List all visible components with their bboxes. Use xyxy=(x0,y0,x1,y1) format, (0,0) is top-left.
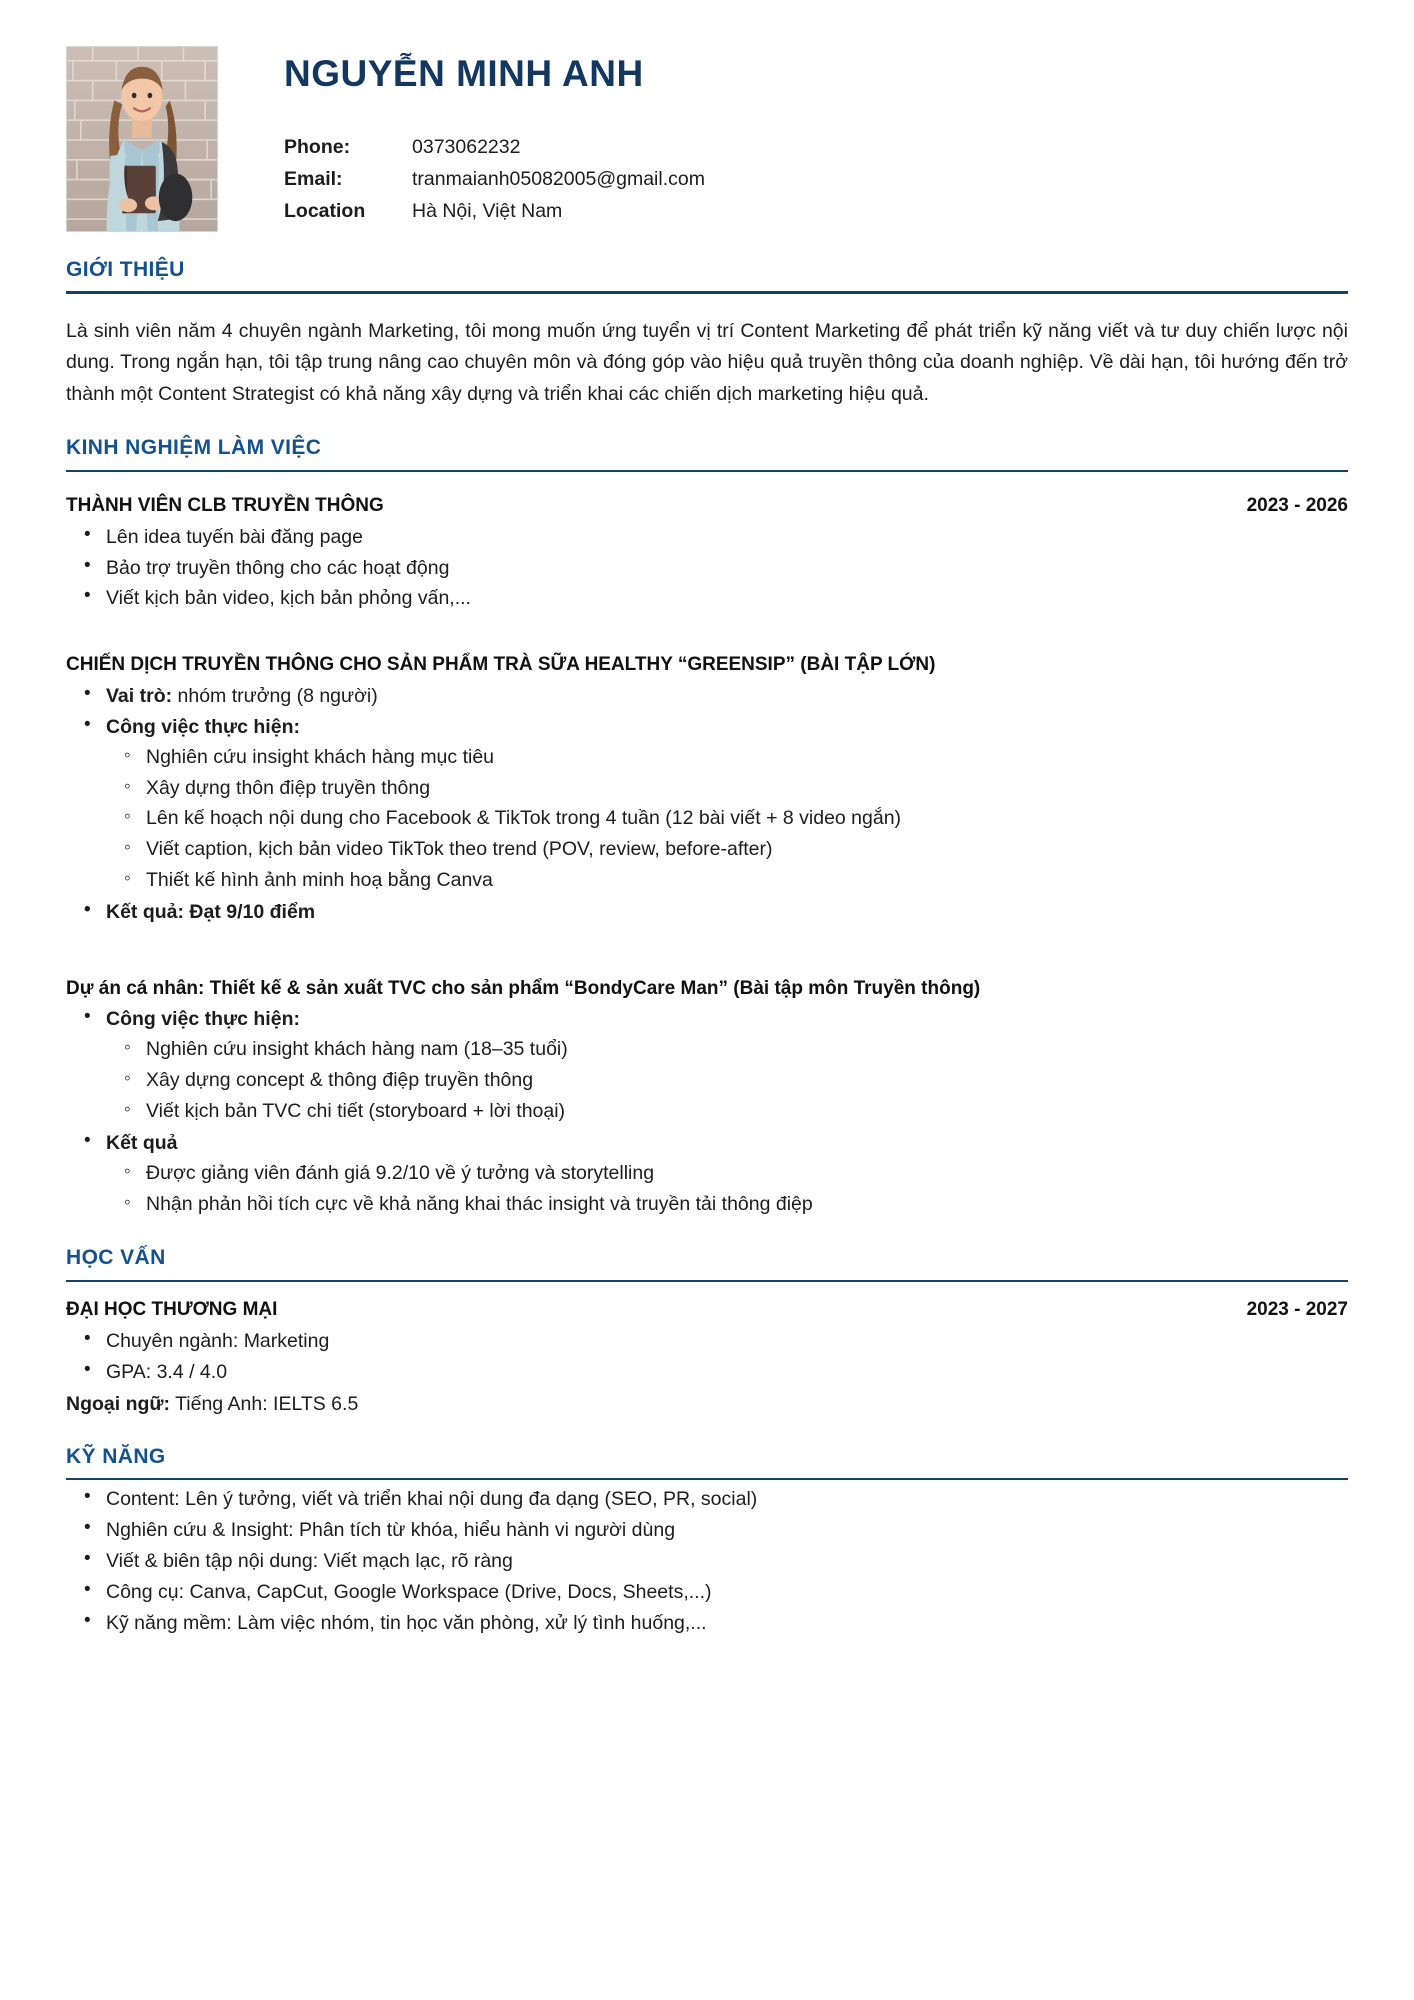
entry-title-bondycare: Dự án cá nhân: Thiết kế & sản xuất TVC cho sản phẩm “BondyCare Man” (Bài tập môn Truyền thông) xyxy=(66,977,981,999)
entry-header xyxy=(66,1298,1348,1323)
list-item: ◦ Nghiên cứu insight khách hàng nam (18–35 tuổi) xyxy=(146,1034,1348,1065)
list-item-tasks xyxy=(106,1004,1348,1127)
section-education xyxy=(66,1246,1348,1418)
contact-value-email: tranmaianh05082005@gmail.com xyxy=(412,167,705,190)
list-item: • Lên idea tuyến bài đăng page xyxy=(106,522,1348,553)
education-school: ĐẠI HỌC THƯƠNG MẠI xyxy=(66,1299,278,1321)
entry-bullets-club xyxy=(66,522,1348,615)
contact-row-email xyxy=(284,165,705,197)
list-item: • GPA: 3.4 / 4.0 xyxy=(106,1357,1348,1388)
portrait-photo-icon xyxy=(67,47,217,231)
contact-value-phone: 0373062232 xyxy=(412,135,521,158)
task-sublist-greensip xyxy=(106,742,1348,896)
contact-label-location: Location xyxy=(284,200,366,223)
section-intro xyxy=(66,258,1348,410)
section-skills xyxy=(66,1445,1348,1639)
language-value: Tiếng Anh: IELTS 6.5 xyxy=(170,1392,359,1415)
list-item: ◦ Thiết kế hình ảnh minh hoạ bằng Canva xyxy=(146,865,1348,896)
result-sublist-bondycare xyxy=(106,1158,1348,1220)
section-divider-skills xyxy=(66,1478,1348,1481)
list-item: ◦ Nghiên cứu insight khách hàng mục tiêu xyxy=(146,742,1348,773)
spacer xyxy=(66,614,1348,630)
role-value: nhóm trưởng (8 người) xyxy=(172,684,378,707)
list-item: ◦ Nhận phản hồi tích cực về khả năng khai thác insight và truyền tải thông điệp xyxy=(146,1189,1348,1220)
entry-date-club: 2023 - 2026 xyxy=(1246,495,1348,517)
experience-entry-greensip xyxy=(66,652,1348,928)
contact-row-phone xyxy=(284,133,705,165)
list-item: ◦ Xây dựng thôn điệp truyền thông xyxy=(146,773,1348,804)
list-item-result: • Kết quả: Đạt 9/10 điểm xyxy=(106,897,1348,928)
contact-row-location xyxy=(284,197,705,229)
list-item: • Chuyên ngành: Marketing xyxy=(106,1326,1348,1357)
section-divider-intro xyxy=(66,291,1348,294)
education-entry xyxy=(66,1298,1348,1419)
tasks-label: Công việc thực hiện: xyxy=(106,1008,300,1031)
entry-title-club: THÀNH VIÊN CLB TRUYỀN THÔNG xyxy=(66,495,384,517)
resume-header xyxy=(66,36,1348,232)
section-divider-education xyxy=(66,1280,1348,1283)
task-sublist-bondycare xyxy=(106,1034,1348,1127)
section-title-education: HỌC VẤN xyxy=(66,1246,166,1270)
contact-label-phone: Phone: xyxy=(284,135,351,158)
list-item: • Viết & biên tập nội dung: Viết mạch lạc, rõ ràng xyxy=(106,1546,1348,1577)
spacer xyxy=(66,928,1348,954)
page-title: NGUYỄN MINH ANH xyxy=(284,53,644,94)
list-item: ◦ Lên kế hoạch nội dung cho Facebook & TikTok trong 4 tuần (12 bài viết + 8 video ngắn) xyxy=(146,803,1348,834)
list-item: • Bảo trợ truyền thông cho các hoạt động xyxy=(106,553,1348,584)
list-item-role xyxy=(106,681,1348,712)
education-date: 2023 - 2027 xyxy=(1246,1299,1348,1321)
entry-bullets-bondycare xyxy=(66,1004,1348,1220)
skills-list xyxy=(66,1484,1348,1638)
language-label: Ngoại ngữ: xyxy=(66,1392,171,1415)
language-line xyxy=(66,1390,1348,1419)
profile-photo xyxy=(66,46,218,232)
entry-bullets-greensip xyxy=(66,681,1348,928)
result-label: Kết quả xyxy=(106,1131,178,1154)
section-divider-experience xyxy=(66,470,1348,473)
list-item: • Nghiên cứu & Insight: Phân tích từ khóa, hiểu hành vi người dùng xyxy=(106,1515,1348,1546)
entry-title-greensip: CHIẾN DỊCH TRUYỀN THÔNG CHO SẢN PHẨM TRÀ SỮA HEALTHY “GREENSIP” (BÀI TẬP LỚN) xyxy=(66,654,936,676)
intro-paragraph: Là sinh viên năm 4 chuyên ngành Marketing, tôi mong muốn ứng tuyển vị trí Content Marketing để phát triển kỹ năng viết và tư duy chiến lược nội dung. Trong ngắn hạn, tôi tập trung nâng cao chuyên môn và đóng góp vào hiệu quả truyền thông của doanh nghiệp. Về dài hạn, tôi hướng đến trở thành một Content Strategist có khả năng xây dựng và triển khai các chiến dịch marketing hiệu quả. xyxy=(66,319,1348,405)
section-title-skills: KỸ NĂNG xyxy=(66,1444,166,1468)
role-label: Vai trò: xyxy=(106,684,173,707)
education-bullets xyxy=(66,1326,1348,1388)
header-details xyxy=(218,36,1348,229)
tasks-label: Công việc thực hiện: xyxy=(106,715,300,738)
entry-header xyxy=(66,494,1348,519)
contact-table xyxy=(284,133,705,230)
list-item: • Kỹ năng mềm: Làm việc nhóm, tin học văn phòng, xử lý tình huống,... xyxy=(106,1608,1348,1639)
section-title-intro: GIỚI THIỆU xyxy=(66,258,185,281)
list-item: • Công cụ: Canva, CapCut, Google Workspace (Drive, Docs, Sheets,...) xyxy=(106,1577,1348,1608)
list-item-result xyxy=(106,1128,1348,1221)
section-experience xyxy=(66,436,1348,1220)
contact-label-email: Email: xyxy=(284,167,343,190)
section-title-experience: KINH NGHIỆM LÀM VIỆC xyxy=(66,436,322,460)
list-item-tasks xyxy=(106,712,1348,897)
photo-container xyxy=(66,36,218,232)
list-item: ◦ Viết caption, kịch bản video TikTok theo trend (POV, review, before-after) xyxy=(146,834,1348,865)
experience-entry-club xyxy=(66,494,1348,614)
list-item: • Content: Lên ý tưởng, viết và triển khai nội dung đa dạng (SEO, PR, social) xyxy=(106,1484,1348,1515)
list-item: ◦ Xây dựng concept & thông điệp truyền thông xyxy=(146,1065,1348,1096)
list-item: • Viết kịch bản video, kịch bản phỏng vấn,... xyxy=(106,583,1348,614)
list-item: ◦ Viết kịch bản TVC chi tiết (storyboard + lời thoại) xyxy=(146,1096,1348,1127)
list-item: ◦ Được giảng viên đánh giá 9.2/10 về ý tưởng và storytelling xyxy=(146,1158,1348,1189)
experience-entry-bondycare xyxy=(66,976,1348,1221)
contact-value-location: Hà Nội, Việt Nam xyxy=(412,200,563,223)
